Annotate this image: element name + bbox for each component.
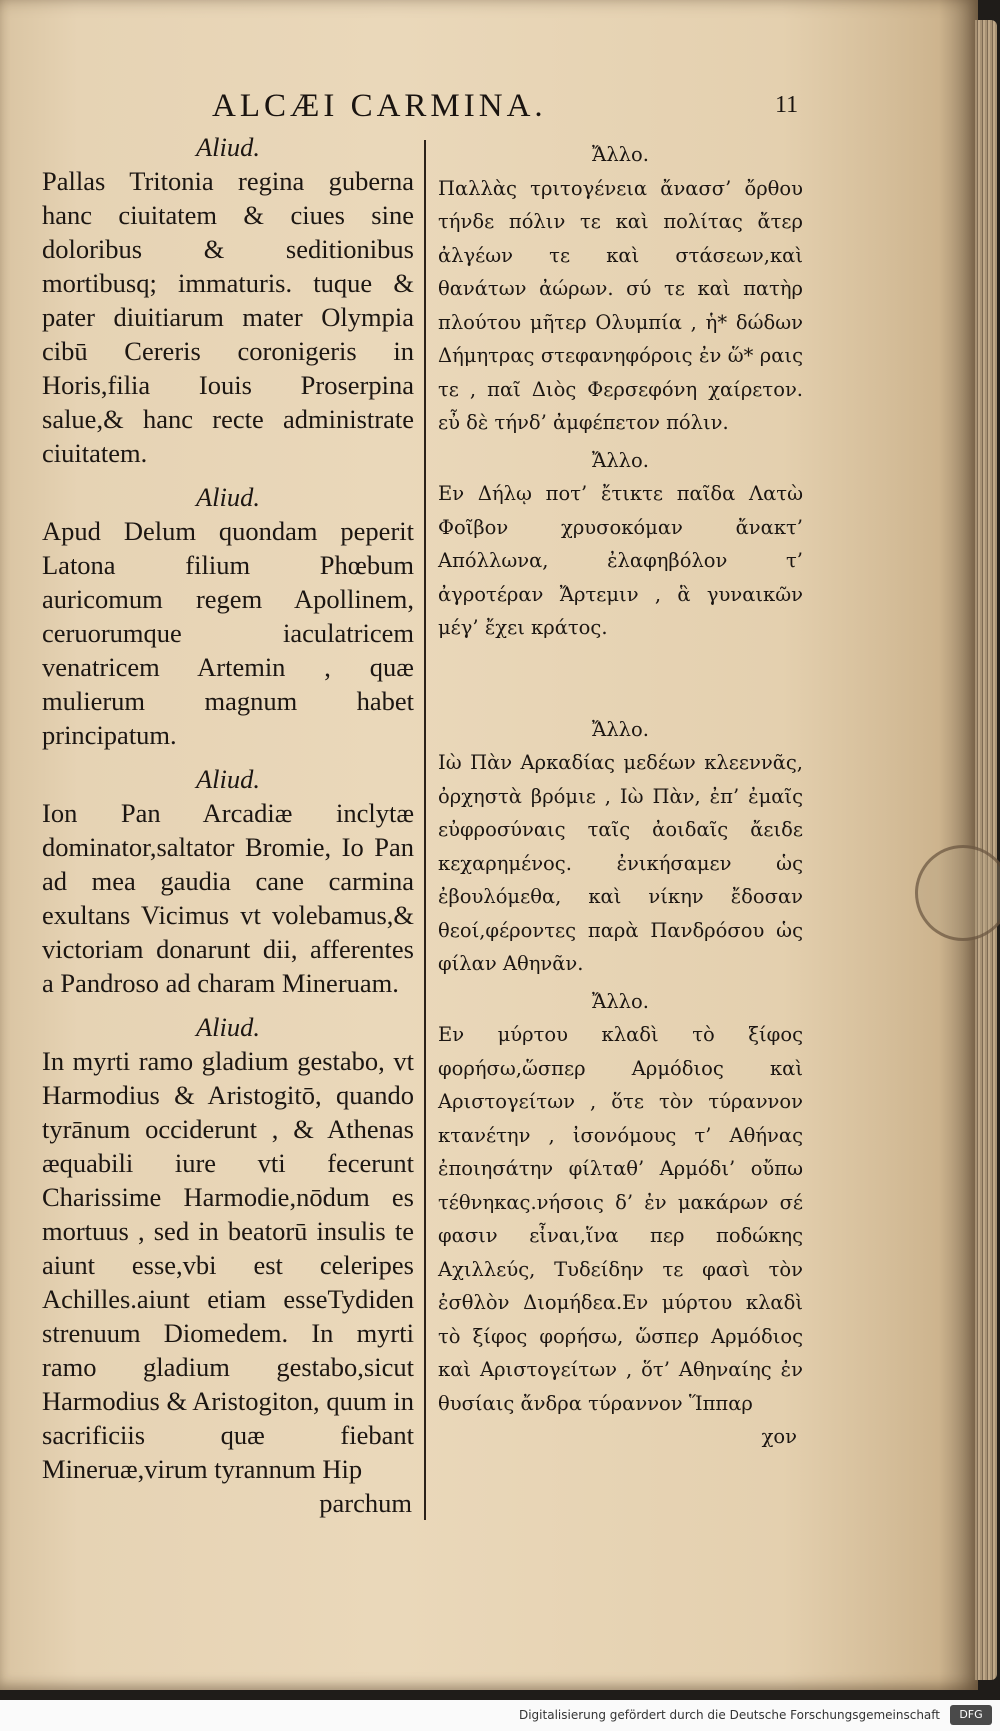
greek-heading-2: Ἄλλο.	[592, 448, 649, 472]
greek-text-4: Εν μύρτου κλαδὶ τὸ ξίφος φορήσω,ὥσπερ Αρμόδιος καὶ Αριστογείτων , ὅτε τὸν τύραννον κτανέτην , ἰσονόμους τ’ Αθήνας ἐποιησάτην φίλταθ’ Αρμόδι’ οὔπω τέθνηκας.νήσοις δ’ ἐν μακάρων σέ φασιν εἶναι,ἵνα περ ποδώκης Αχιλλεύς, Τυδείδην τε φασὶ τὸν ἐσθλὸν Διομήδεα.Εν μύρτου κλαδὶ τὸ ξίφος φορήσω, ὥσπερ Αρμόδιος καὶ Αριστογείτων , ὅτ’ Αθηναίης ἐν θυσίαις ἄνδρα τύραννον Ἵππαρ	[438, 1023, 803, 1415]
running-title: ALCÆI CARMINA.	[212, 88, 547, 124]
greek-text-3: Ιὼ Πὰν Αρκαδίας μεδέων κλεεννᾶς, ὀρχηστὰ βρόμιε , Ιὼ Πὰν, ἐπ’ ἐμαῖς εὐφροσύναις ταῖς ἀοιδαῖς ἄειδε κεχαρημένος. ἐνικήσαμεν ὡς ἐβουλόμεθα, καὶ νίκην ἔδοσαν θεοί,φέροντες παρὰ Πανδρόσου ὡς φίλαν Αθηνᾶν.	[438, 751, 803, 975]
latin-text-3: Ion Pan Arcadiæ inclytæ dominator,saltator Bromie, Io Pan ad mea gaudia cane carmina exultans Vicimus vt volebamus,& victoriam donarunt dii, afferentes a Pandroso ad charam Mineruam.	[42, 798, 414, 998]
latin-text-1: Pallas Tritonia regina guberna hanc ciuitatem & ciues sine doloribus & seditionibus mortibusq; immaturis. tuque & pater diuitiarum mater Olympia cibū Cereris coronigeris in Horis,filia Iouis Proserpina salue,& hanc recte administrate ciuitatem.	[42, 166, 414, 468]
latin-column	[42, 130, 414, 1520]
latin-heading-2: Aliud.	[195, 482, 261, 512]
latin-text-2: Apud Delum quondam peperit Latona filium Phœbum auricomum regem Apollinem, ceruorumque iaculatricem venatricem Artemin , quæ mulierum magnum habet principatum.	[42, 516, 414, 750]
greek-catchword: χον	[761, 1425, 797, 1448]
greek-text-1: Παλλὰς τριτογένεια ἄνασσ’ ὄρθου τήνδε πόλιν τε καὶ πολίτας ἄτερ ἀλγέων τε καὶ στάσεων,καὶ θανάτων ἀώρων. σύ τε καὶ πατὴρ πλούτου μῆτερ Ολυμπία , ἡ* δώδων Δήμητρας στεφανηφόροις ἐν ὥ* ραις τε , παῖ Διὸς Φερσεφόνη χαίρετον. εὖ δὲ τήνδ’ ἀμφέπετον πόλιν.	[438, 176, 803, 434]
funding-notice: Digitalisierung gefördert durch die Deutsche Forschungsgemeinschaft	[518, 1708, 940, 1722]
latin-heading-1: Aliud.	[195, 132, 261, 162]
latin-catchword: parchum	[319, 1488, 412, 1518]
greek-column	[438, 134, 803, 1454]
latin-heading-4: Aliud.	[195, 1012, 261, 1042]
folio-number: 11	[775, 92, 799, 118]
greek-text-2: Εν Δήλῳ ποτ’ ἔτικτε παῖδα Λατὼ Φοῖβον χρυσοκόμαν ἄνακτ’ Απόλλωνα, ἐλαφηβόλον τ’ ἀγροτέραν Ἄρτεμιν , ἃ γυναικῶν μέγ’ ἔχει κράτος.	[438, 482, 803, 639]
clasp-ring	[915, 845, 1000, 941]
dfg-logo: DFG	[950, 1705, 992, 1725]
latin-heading-3: Aliud.	[195, 764, 261, 794]
greek-heading-1: Ἄλλο.	[592, 143, 649, 166]
footer-bar	[0, 1700, 1000, 1731]
greek-heading-4: Ἄλλο.	[592, 989, 649, 1013]
column-rule	[424, 140, 426, 1520]
greek-heading-3: Ἄλλο.	[592, 717, 649, 741]
latin-text-4: In myrti ramo gladium gestabo, vt Harmodius & Aristogitō, quando tyrānum occiderunt , & Athenas æquabili iure vti fecerunt Charissime Harmodie,nōdum es mortuus , sed in beatorū insulis te aiunt esse,vbi est celeripes Achilles.aiunt etiam esseTydiden strenuum Diomedem. In myrti ramo gladium gestabo,sicut Harmodius & Aristogiton, quum in sacrificiis quæ fiebant Mineruæ,virum tyrannum Hip	[42, 1046, 414, 1484]
